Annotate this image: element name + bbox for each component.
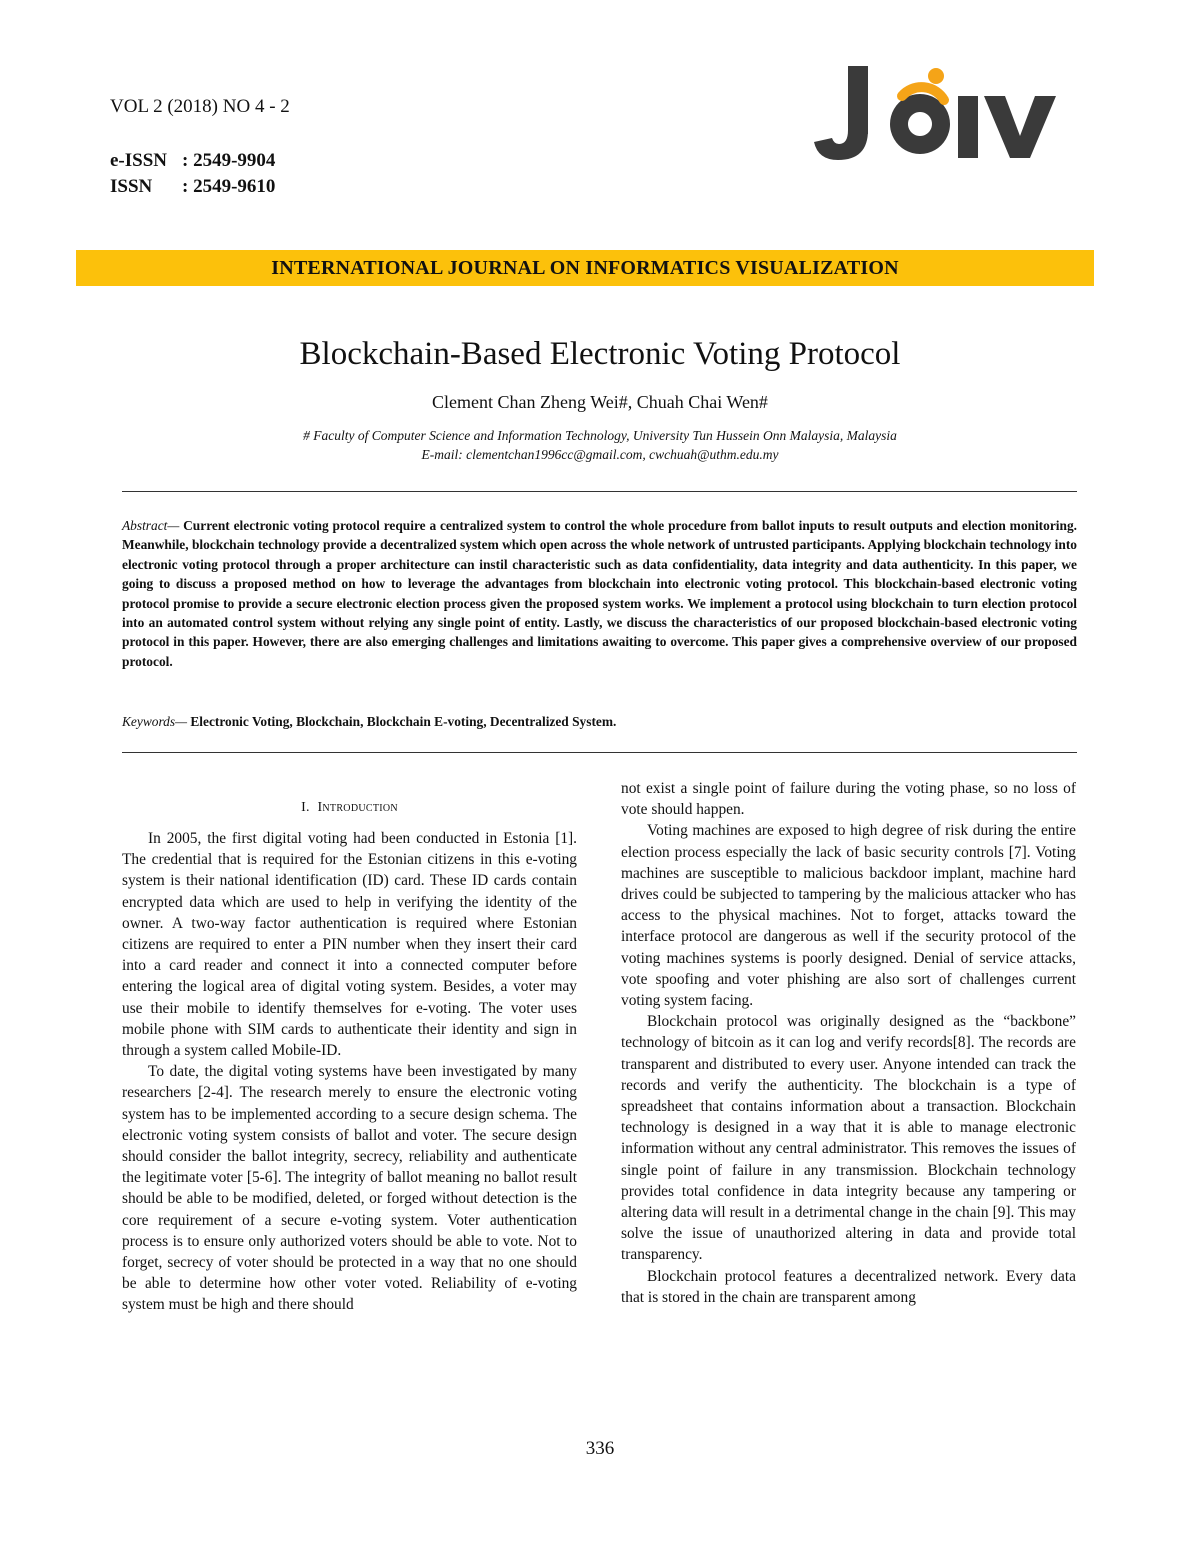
bottom-divider — [122, 752, 1077, 753]
journal-banner — [76, 250, 1094, 286]
paragraph: To date, the digital voting systems have been investigated by many researchers [2-4]. The research merely to ensure the electronic voting system has to be implemented according to a secure design schema. The electronic voting system consists of ballot and voter. The secure design should consider the ballot integrity, secrecy, reliability and authenticate the legitimate voter [5-6]. The integrity of ballot meaning no ballot result should be able to be modified, deleted, or forged without detection is the core requirement of a secure e-voting system. Voter authentication process is to ensure only authorized voters should be able to vote. Not to forget, secrecy of voter should be protected in a way that no one should be able to determine how other voter voted. Reliability of e-voting system must be high and there should — [122, 1063, 577, 1314]
author-affiliation: # Faculty of Computer Science and Information Technology, University Tun Hussein Onn Malaysia, Malaysia — [303, 428, 897, 443]
issn-line — [110, 176, 275, 198]
page-number: 336 — [585, 1438, 615, 1459]
paragraph: In 2005, the first digital voting had been conducted in Estonia [1]. The credential that is required for the Estonian citizens in this e-voting system is their national identification (ID) card. These ID cards contain encrypted data which are used to help in verifying the identity of the owner. A two-way factor authentication is required where Estonian citizens are required to enter a PIN number when they insert their card into a card reader and connect it into a connected computer before entering the logical area of digital voting system. Besides, a voter may use their mobile to identify themselves for e-voting. The voter uses mobile phone with SIM cards to authenticate their identity and sign in through a system called Mobile-ID. — [122, 830, 577, 1060]
abstract-label: Abstract — [122, 518, 168, 533]
joiv-logo — [812, 58, 1062, 168]
section-title: Introduction — [317, 800, 398, 815]
author-email: E-mail: clementchan1996cc@gmail.com, cwchuah@uthm.edu.my — [421, 447, 779, 462]
right-column — [621, 778, 1076, 1308]
keywords-separator: — — [175, 714, 191, 729]
paragraph: Blockchain protocol was originally designed as the “backbone” technology of bitcoin as it can log and verify records[8]. The records are transparent and distributed to every user. Anyone intended can track the records and verify the authenticity. The blockchain is a type of spreadsheet that contains information about a transaction. Blockchain technology is designed in a way that it is able to manage electronic information without any central administrator. This removes the issues of single point of failure in any transmission. Blockchain technology provides total confidence in data integrity because any tampering or altering data will result in a detrimental change in the chain [9]. This may solve the issue of unauthorized altering in data and provide total transparency. — [621, 1013, 1076, 1264]
keywords-text: Electronic Voting, Blockchain, Blockchain E-voting, Decentralized System. — [190, 714, 617, 729]
eissn-line — [110, 150, 275, 172]
paper-title: Blockchain-Based Electronic Voting Protocol — [299, 336, 901, 372]
eissn-value: : 2549-9904 — [182, 150, 276, 171]
abstract-separator: — — [167, 518, 184, 533]
issn-value: : 2549-9610 — [182, 176, 276, 197]
paragraph: Voting machines are exposed to high degree of risk during the entire election process especially the lack of basic security controls [7]. Voting machines are susceptible to malicious backdoor implant, machine hard drives could be subjected to tampering by the malicious attacker who has access to the physical machines. Not to forget, attacks toward the interface protocol are dangerous as well if the security protocol of the voting machines systems is poorly designed. Denial of service attacks, vote spoofing and voter phishing are also sort of challenges current voting system facing. — [621, 822, 1076, 1010]
eissn-label: e-ISSN — [110, 150, 168, 171]
paper-authors: Clement Chan Zheng Wei#, Chuah Chai Wen# — [432, 392, 768, 412]
volume-info: VOL 2 (2018) NO 4 - 2 — [110, 96, 290, 117]
section-heading — [122, 800, 577, 816]
section-number: I. — [301, 800, 310, 815]
abstract — [122, 516, 1077, 671]
abstract-text: Current electronic voting protocol require a centralized system to control the whole procedure from ballot inputs to result outputs and election monitoring. Meanwhile, blockchain technology provide a decentralized system which open across the whole network of untrusted participants. Applying blockchain technology into electronic voting protocol through a proper architecture can instil characteristic such as data confidentiality, data integrity and data authenticity. In this paper, we going to discuss a proposed method on how to leverage the advantages from blockchain into electronic voting protocol. This blockchain-based electronic voting protocol promise to provide a secure electronic election process given the proposed system works. We implement a protocol using blockchain to turn election protocol into an automated control system without relying any single point of entity. Lastly, we discuss the characteristics of our proposed blockchain-based electronic voting protocol in this paper. However, there are also emerging challenges and limitations awaiting to overcome. This paper gives a comprehensive overview of our proposed protocol. — [122, 518, 1077, 669]
keywords-label: Keywords — [122, 714, 176, 729]
issn-label: ISSN — [110, 176, 153, 197]
paragraph: not exist a single point of failure during the voting phase, so no loss of vote should happen. — [621, 780, 1076, 819]
keywords — [122, 714, 1077, 730]
top-divider — [122, 491, 1077, 492]
paragraph: Blockchain protocol features a decentralized network. Every data that is stored in the chain are transparent among — [621, 1267, 1076, 1306]
journal-name: INTERNATIONAL JOURNAL ON INFORMATICS VISUALIZATION — [271, 256, 899, 279]
left-column — [122, 828, 577, 1316]
